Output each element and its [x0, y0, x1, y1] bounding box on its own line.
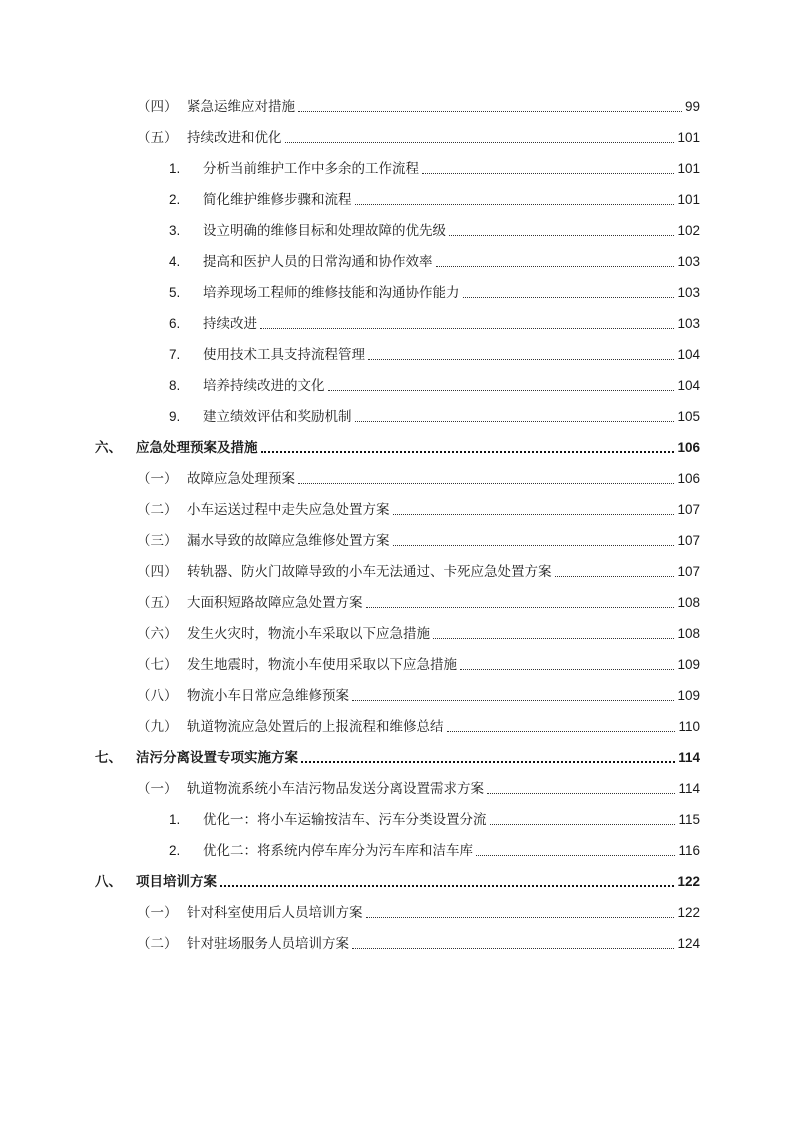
- toc-entry-title: 转轨器、防火门故障导致的小车无法通过、卡死应急处置方案: [187, 564, 552, 580]
- toc-entry-item-1[interactable]: [169, 156, 700, 178]
- toc-entry-number: （二）: [137, 936, 178, 952]
- toc-entry-title: 小车运送过程中走失应急处置方案: [187, 502, 390, 518]
- toc-entry-section-1[interactable]: [137, 776, 700, 798]
- toc-entry-page-number: 103: [677, 254, 700, 269]
- toc-entry-title: 针对科室使用后人员培训方案: [187, 905, 363, 921]
- toc-entry-number: （三）: [137, 533, 178, 549]
- toc-entry-number: 7.: [169, 347, 181, 362]
- toc-entry-section-4[interactable]: [137, 94, 700, 116]
- dot-leader: [393, 545, 675, 546]
- toc-entry-title: 洁污分离设置专项实施方案: [136, 750, 298, 766]
- dot-leader: [261, 451, 675, 453]
- toc-entry-page-number: 105: [677, 409, 700, 424]
- toc-entry-page-number: 114: [678, 750, 700, 765]
- toc-entry-number: 3.: [169, 223, 181, 238]
- toc-entry-number: 8.: [169, 378, 181, 393]
- toc-entry-title: 设立明确的维修目标和处理故障的优先级: [203, 223, 446, 239]
- toc-entry-section-7[interactable]: [137, 652, 700, 674]
- toc-entry-section-5[interactable]: [137, 590, 700, 612]
- dot-leader: [368, 359, 674, 360]
- toc-entry-page-number: 106: [677, 471, 700, 486]
- dot-leader: [260, 328, 674, 329]
- toc-entry-item-6[interactable]: [169, 311, 700, 333]
- toc-entry-number: （一）: [137, 905, 178, 921]
- dot-leader: [555, 576, 675, 577]
- toc-entry-title: 培养现场工程师的维修技能和沟通协作能力: [203, 285, 460, 301]
- toc-entry-section-6[interactable]: [137, 621, 700, 643]
- toc-entry-number: 9.: [169, 409, 181, 424]
- toc-entry-title: 优化二：将系统内停车库分为污车库和洁车库: [203, 843, 473, 859]
- toc-entry-page-number: 104: [677, 378, 700, 393]
- toc-entry-page-number: 101: [677, 161, 700, 176]
- toc-entry-section-3[interactable]: [137, 528, 700, 550]
- toc-entry-page-number: 101: [677, 192, 700, 207]
- dot-leader: [298, 111, 682, 112]
- toc-entry-page-number: 106: [677, 440, 700, 455]
- toc-entry-number: 6.: [169, 316, 181, 331]
- dot-leader: [298, 483, 674, 484]
- dot-leader: [463, 297, 675, 298]
- dot-leader: [422, 173, 674, 174]
- dot-leader: [449, 235, 674, 236]
- toc-entry-section-1[interactable]: [137, 900, 700, 922]
- toc-entry-number: 2.: [169, 192, 181, 207]
- toc-entry-item-3[interactable]: [169, 218, 700, 240]
- toc-entry-page-number: 107: [677, 564, 700, 579]
- toc-entry-title: 优化一：将小车运输按洁车、污车分类设置分流: [203, 812, 487, 828]
- toc-entry-page-number: 124: [677, 936, 700, 951]
- toc-entry-number: （五）: [137, 130, 178, 146]
- toc-entry-title: 故障应急处理预案: [187, 471, 295, 487]
- toc-entry-title: 使用技术工具支持流程管理: [203, 347, 365, 363]
- toc-entry-page-number: 101: [677, 130, 700, 145]
- toc-entry-section-8[interactable]: [137, 683, 700, 705]
- toc-entry-number: （四）: [137, 99, 178, 115]
- toc-entry-page-number: 107: [677, 502, 700, 517]
- toc-entry-number: （五）: [137, 595, 178, 611]
- toc-entry-title: 大面积短路故障应急处置方案: [187, 595, 363, 611]
- toc-entry-page-number: 116: [678, 843, 700, 858]
- toc-entry-number: （六）: [137, 626, 178, 642]
- toc-entry-number: （一）: [137, 781, 178, 797]
- dot-leader: [487, 793, 675, 794]
- toc-entry-page-number: 102: [677, 223, 700, 238]
- dot-leader: [352, 948, 674, 949]
- dot-leader: [355, 204, 675, 205]
- dot-leader: [352, 700, 674, 701]
- toc-entry-item-2[interactable]: [169, 838, 700, 860]
- toc-entry-section-2[interactable]: [137, 497, 700, 519]
- toc-entry-item-4[interactable]: [169, 249, 700, 271]
- dot-leader: [301, 761, 675, 763]
- toc-entry-title: 简化维护维修步骤和流程: [203, 192, 352, 208]
- toc-entry-title: 持续改进: [203, 316, 257, 332]
- dot-leader: [447, 731, 676, 732]
- toc-entry-number: 八、: [95, 874, 122, 890]
- toc-entry-page-number: 103: [677, 285, 700, 300]
- toc-entry-page-number: 109: [677, 688, 700, 703]
- toc-entry-title: 轨道物流系统小车洁污物品发送分离设置需求方案: [187, 781, 484, 797]
- toc-entry-number: 1.: [169, 161, 181, 176]
- toc-entry-page-number: 109: [677, 657, 700, 672]
- toc-entry-item-7[interactable]: [169, 342, 700, 364]
- toc-entry-number: （九）: [137, 719, 178, 735]
- toc-entry-number: 2.: [169, 843, 181, 858]
- dot-leader: [366, 607, 675, 608]
- dot-leader: [436, 266, 675, 267]
- toc-entry-page-number: 114: [678, 781, 700, 796]
- toc-entry-page-number: 122: [677, 905, 700, 920]
- toc-entry-number: （二）: [137, 502, 178, 518]
- toc-entry-section-4[interactable]: [137, 559, 700, 581]
- toc-entry-page-number: 110: [678, 719, 700, 734]
- toc-entry-section-5[interactable]: [137, 125, 700, 147]
- toc-entry-title: 针对驻场服务人员培训方案: [187, 936, 349, 952]
- toc-entry-item-8[interactable]: [169, 373, 700, 395]
- toc-entry-number: 六、: [95, 440, 122, 456]
- toc-entry-title: 分析当前维护工作中多余的工作流程: [203, 161, 419, 177]
- toc-entry-number: （七）: [137, 657, 178, 673]
- toc-entry-number: （八）: [137, 688, 178, 704]
- toc-entry-page-number: 122: [677, 874, 700, 889]
- dot-leader: [460, 669, 674, 670]
- dot-leader: [285, 142, 675, 143]
- toc-entry-title: 漏水导致的故障应急维修处置方案: [187, 533, 390, 549]
- toc-entry-page-number: 108: [677, 595, 700, 610]
- toc-entry-section-1[interactable]: [137, 466, 700, 488]
- toc-entry-number: 1.: [169, 812, 181, 827]
- dot-leader: [220, 885, 674, 887]
- toc-entry-number: （一）: [137, 471, 178, 487]
- toc-entry-title: 物流小车日常应急维修预案: [187, 688, 349, 704]
- dot-leader: [490, 824, 676, 825]
- toc-entry-title: 项目培训方案: [136, 874, 217, 890]
- toc-entry-page-number: 108: [677, 626, 700, 641]
- toc-entry-item-2[interactable]: [169, 187, 700, 209]
- toc-entry-page-number: 115: [678, 812, 700, 827]
- toc-entry-page-number: 107: [677, 533, 700, 548]
- toc-entry-number: （四）: [137, 564, 178, 580]
- dot-leader: [355, 421, 675, 422]
- toc-entry-number: 4.: [169, 254, 181, 269]
- toc-entry-item-5[interactable]: [169, 280, 700, 302]
- dot-leader: [476, 855, 675, 856]
- dot-leader: [393, 514, 675, 515]
- toc-entry-section-9[interactable]: [137, 714, 700, 736]
- toc-entry-title: 紧急运维应对措施: [187, 99, 295, 115]
- toc-entry-title: 轨道物流应急处置后的上报流程和维修总结: [187, 719, 444, 735]
- dot-leader: [328, 390, 675, 391]
- dot-leader: [366, 917, 675, 918]
- toc-entry-item-9[interactable]: [169, 404, 700, 426]
- toc-entry-chapter-7[interactable]: [95, 745, 700, 767]
- toc-entry-title: 应急处理预案及措施: [136, 440, 258, 456]
- toc-entry-title: 提高和医护人员的日常沟通和协作效率: [203, 254, 433, 270]
- toc-entry-title: 建立绩效评估和奖励机制: [203, 409, 352, 425]
- toc-entry-chapter-6[interactable]: [95, 435, 700, 457]
- toc-entry-title: 发生火灾时，物流小车采取以下应急措施: [187, 626, 430, 642]
- toc-entry-section-2[interactable]: [137, 931, 700, 953]
- toc-entry-title: 培养持续改进的文化: [203, 378, 325, 394]
- toc-entry-page-number: 99: [684, 99, 700, 114]
- dot-leader: [433, 638, 674, 639]
- toc-entry-title: 发生地震时，物流小车使用采取以下应急措施: [187, 657, 457, 673]
- toc-entry-number: 七、: [95, 750, 122, 766]
- toc-entry-item-1[interactable]: [169, 807, 700, 829]
- toc-entry-chapter-8[interactable]: [95, 869, 700, 891]
- toc-entry-number: 5.: [169, 285, 181, 300]
- toc-entry-page-number: 104: [677, 347, 700, 362]
- toc-entry-title: 持续改进和优化: [187, 130, 282, 146]
- toc-entry-page-number: 103: [677, 316, 700, 331]
